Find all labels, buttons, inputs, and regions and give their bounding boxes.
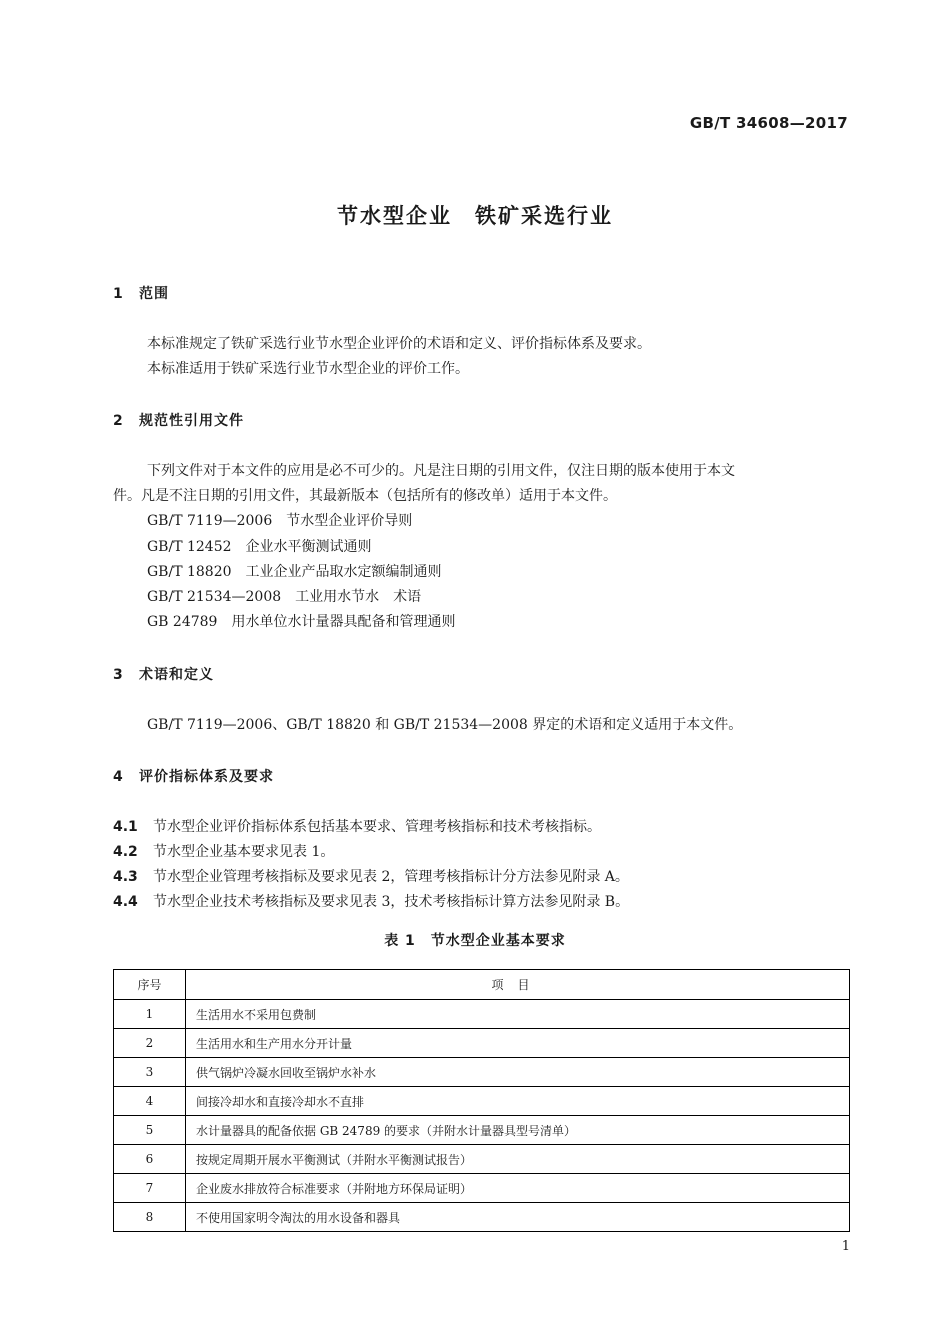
row-number: 8 <box>114 1203 186 1232</box>
reference-item: GB/T 21534—2008 工业用水节水 术语 <box>147 589 422 605</box>
row-item: 间接冷却水和直接冷却水不直排 <box>186 1087 850 1116</box>
clause-4-3 <box>113 866 629 886</box>
section-number: 3 <box>113 667 124 683</box>
section-title: 范围 <box>139 286 169 302</box>
clause-number: 4.2 <box>113 844 138 860</box>
section-number: 1 <box>113 286 124 302</box>
clause-text: 节水型企业评价指标体系包括基本要求、管理考核指标和技术考核指标。 <box>153 819 601 835</box>
row-number: 3 <box>114 1058 186 1087</box>
section-4-heading <box>113 766 274 786</box>
basic-requirements-table <box>113 969 850 1232</box>
table-row <box>114 1087 850 1116</box>
row-item: 生活用水不采用包费制 <box>186 1000 850 1029</box>
column-header-item: 项目 <box>186 970 850 1000</box>
clause-number: 4.3 <box>113 869 138 885</box>
row-number: 2 <box>114 1029 186 1058</box>
table-caption: 表 1 节水型企业基本要求 <box>384 933 566 949</box>
section-3-paragraph: GB/T 7119—2006、GB/T 18820 和 GB/T 21534—2008 界定的术语和定义适用于本文件。 <box>147 717 743 733</box>
clause-number: 4.1 <box>113 819 138 835</box>
row-number: 7 <box>114 1174 186 1203</box>
clause-number: 4.4 <box>113 894 138 910</box>
table-row <box>114 1058 850 1087</box>
page-number: 1 <box>841 1239 850 1254</box>
row-number: 6 <box>114 1145 186 1174</box>
row-item: 企业废水排放符合标准要求（并附地方环保局证明） <box>186 1174 850 1203</box>
section-number: 4 <box>113 769 124 785</box>
section-2-heading <box>113 410 244 430</box>
reference-item: GB/T 7119—2006 节水型企业评价导则 <box>147 513 413 529</box>
section-1-heading <box>113 283 169 303</box>
row-item: 按规定周期开展水平衡测试（并附水平衡测试报告） <box>186 1145 850 1174</box>
section-title: 规范性引用文件 <box>139 413 244 429</box>
clause-text: 节水型企业基本要求见表 1。 <box>153 844 335 860</box>
table-row <box>114 1000 850 1029</box>
reference-item: GB/T 18820 工业企业产品取水定额编制通则 <box>147 564 442 580</box>
table-header-row <box>114 970 850 1000</box>
row-number: 5 <box>114 1116 186 1145</box>
section-title: 术语和定义 <box>139 667 214 683</box>
section-2-intro-line-2: 件。凡是不注日期的引用文件，其最新版本（包括所有的修改单）适用于本文件。 <box>113 488 617 504</box>
clause-4-2 <box>113 841 334 861</box>
table-row <box>114 1174 850 1203</box>
clause-4-4 <box>113 891 629 911</box>
standard-code: GB/T 34608—2017 <box>689 114 848 132</box>
clause-text: 节水型企业管理考核指标及要求见表 2，管理考核指标计分方法参见附录 A。 <box>153 869 629 885</box>
document-title: 节水型企业 铁矿采选行业 <box>337 204 613 228</box>
table-row <box>114 1116 850 1145</box>
row-item: 不使用国家明令淘汰的用水设备和器具 <box>186 1203 850 1232</box>
section-title: 评价指标体系及要求 <box>139 769 274 785</box>
reference-item: GB 24789 用水单位水计量器具配备和管理通则 <box>147 614 456 630</box>
table-row <box>114 1203 850 1232</box>
row-item: 供气锅炉冷凝水回收至锅炉水补水 <box>186 1058 850 1087</box>
section-3-heading <box>113 664 214 684</box>
section-2-intro-line-1: 下列文件对于本文件的应用是必不可少的。凡是注日期的引用文件，仅注日期的版本使用于本文 <box>147 463 735 479</box>
reference-item: GB/T 12452 企业水平衡测试通则 <box>147 539 372 555</box>
row-item: 生活用水和生产用水分开计量 <box>186 1029 850 1058</box>
clause-4-1 <box>113 816 601 836</box>
section-1-paragraph-2: 本标准适用于铁矿采选行业节水型企业的评价工作。 <box>147 361 469 377</box>
row-item: 水计量器具的配备依据 GB 24789 的要求（并附水计量器具型号清单） <box>186 1116 850 1145</box>
table-row <box>114 1145 850 1174</box>
section-1-paragraph-1: 本标准规定了铁矿采选行业节水型企业评价的术语和定义、评价指标体系及要求。 <box>147 336 651 352</box>
row-number: 4 <box>114 1087 186 1116</box>
column-header-number: 序号 <box>114 970 186 1000</box>
section-number: 2 <box>113 413 124 429</box>
table-row <box>114 1029 850 1058</box>
clause-text: 节水型企业技术考核指标及要求见表 3，技术考核指标计算方法参见附录 B。 <box>153 894 630 910</box>
row-number: 1 <box>114 1000 186 1029</box>
